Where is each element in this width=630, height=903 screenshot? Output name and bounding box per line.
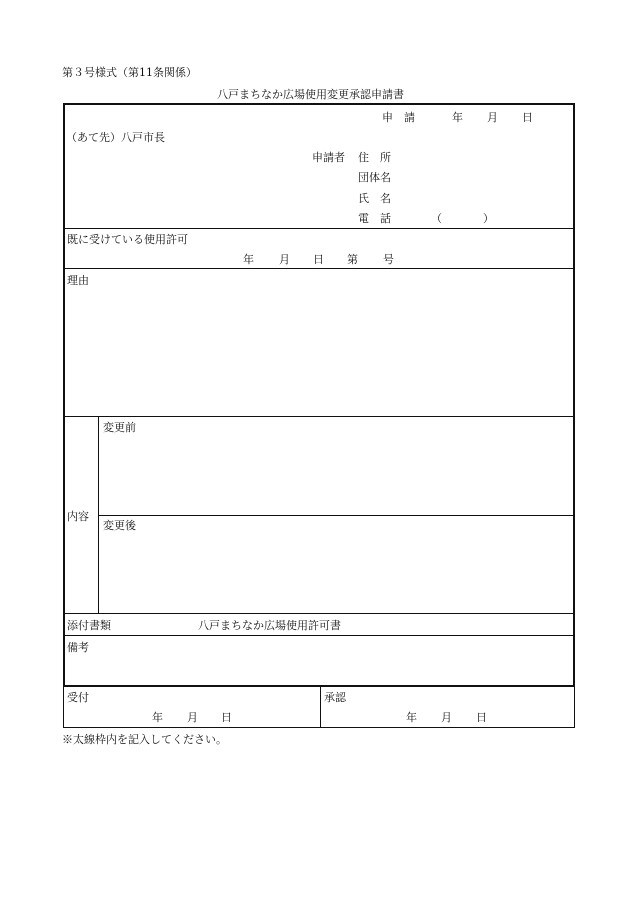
divider-attachments-bottom [64, 635, 574, 636]
existing-permit-dai: 第 [347, 253, 358, 266]
divider-applicant-bottom [64, 228, 574, 229]
divider-content-bottom [64, 613, 574, 614]
phone-open-paren: （ [431, 212, 442, 225]
attachments-value: 八戸まちなか広場使用許可書 [198, 619, 341, 632]
application-day: 日 [522, 111, 533, 124]
address-label: 住 所 [358, 151, 391, 164]
reception-month: 月 [187, 711, 198, 724]
office-use-frame [63, 686, 575, 728]
reception-year: 年 [152, 711, 163, 724]
existing-permit-day: 日 [313, 253, 324, 266]
approval-label: 承認 [324, 691, 346, 704]
office-use-divider [320, 686, 321, 728]
phone-label: 電 話 [358, 212, 391, 225]
addressee: （あて先）八戸市長 [66, 131, 165, 144]
existing-permit-go: 号 [383, 253, 394, 266]
divider-reason-bottom [64, 416, 574, 417]
reception-label: 受付 [67, 691, 89, 704]
divider-permit-bottom [64, 268, 574, 269]
after-change-label: 変更後 [103, 519, 136, 532]
application-month: 月 [487, 111, 498, 124]
existing-permit-year: 年 [243, 253, 254, 266]
reception-day: 日 [221, 711, 232, 724]
application-year: 年 [452, 111, 463, 124]
form-title: 八戸まちなか広場使用変更承認申請書 [217, 88, 404, 101]
attachments-label: 添付書類 [67, 619, 111, 632]
before-change-label: 変更前 [103, 421, 136, 434]
remarks-label: 備考 [67, 641, 89, 654]
group-name-label: 団体名 [358, 171, 391, 184]
content-label: 内容 [67, 510, 89, 523]
application-label: 申 請 [382, 111, 415, 124]
existing-permit-month: 月 [279, 253, 290, 266]
name-label: 氏 名 [358, 192, 391, 205]
approval-year: 年 [406, 711, 417, 724]
reason-label: 理由 [67, 274, 89, 287]
main-form-frame [63, 103, 575, 687]
approval-day: 日 [476, 711, 487, 724]
divider-content-vertical [98, 417, 99, 613]
footnote: ※太線枠内を記入してください。 [62, 733, 227, 746]
form-number: 第３号様式（第11条関係） [62, 66, 197, 79]
approval-month: 月 [441, 711, 452, 724]
applicant-label: 申請者 [312, 151, 345, 164]
phone-close-paren: ） [483, 212, 494, 225]
divider-before-after [98, 515, 574, 516]
existing-permit-label: 既に受けている使用許可 [67, 233, 188, 246]
